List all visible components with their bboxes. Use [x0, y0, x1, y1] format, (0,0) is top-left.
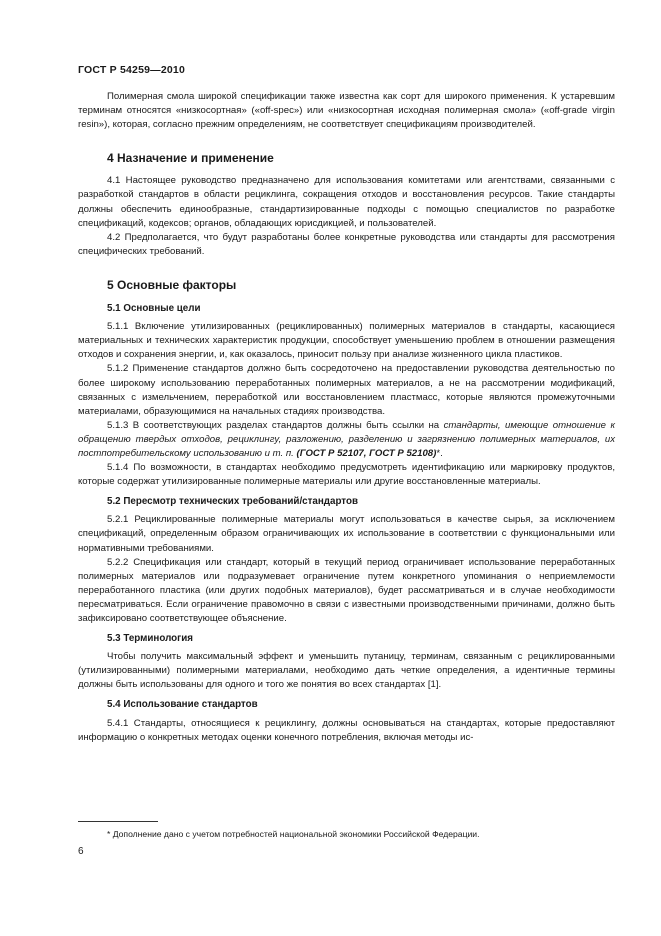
paragraph-5-1-3-mark: *. — [436, 447, 443, 459]
paragraph-5-4-1: 5.4.1 Стандарты, относящиеся к рециклингу, должны основываться на стандартах, которые предоставляют информацию о конкретных методах оценки конечного потребления, включая методы ис- — [78, 717, 615, 743]
subsection-5-1-heading: 5.1 Основные цели — [107, 303, 201, 315]
paragraph-5-1-3-italic: стандарты, имеющие отношение к обращению твердых отходов, рециклингу, разложению, разделению и загрязнению полимерных материалов, их постпотребительскому использованию и т. п. — [78, 419, 615, 459]
paragraph-5-1-2: 5.1.2 Применение стандартов должно быть сосредоточено на предоставлении руководства деятельностью по более широкому использованию переработанных полимерных материалов, а не на рассмотрении модификаций, связанных с измельчением, переработкой или восстановлением пластмасс, которые являются промежуточными материалами, образующимися на начальных стадиях производства. — [78, 363, 615, 417]
paragraph-5-1-3-lead: 5.1.3 В соответствующих разделах стандартов должны быть ссылки на — [107, 419, 444, 431]
section-4-heading: 4 Назначение и применение — [107, 151, 274, 166]
footnote-separator — [78, 821, 158, 822]
paragraph-5-2-2: 5.2.2 Спецификация или стандарт, который в текущий период ограничивает использование переработанных полимерных материалов или подразумевает ограничение путем конкретного упоминания о неприемлемости переработанного пластика (или других подобных материалов), будет рассматриваться и в случае необходимости пересматриваться. Если ограничение правомочно в связи с известными производственными причинами, должно быть зафиксировано соответствующее объяснение. — [78, 556, 615, 624]
paragraph-5-1-3 — [78, 419, 615, 461]
paragraph-4-1: 4.1 Настоящее руководство предназначено для использования комитетами или агентствами, связанными с разработкой стандартов в области рециклинга, сокращения отходов и восстановления ресурсов. Такие стандарты должны обеспечить единообразные, стандартизированные подходы с помощью специалистов по разработке спецификаций, кодексов; органов, обладающих юрисдикцией, и пользователей. — [78, 175, 615, 229]
document-header: ГОСТ Р 54259—2010 — [78, 64, 186, 76]
subsection-5-2-heading: 5.2 Пересмотр технических требований/стандартов — [107, 496, 358, 508]
footnote: * Дополнение дано с учетом потребностей национальной экономики Российской Федерации. — [107, 829, 480, 839]
paragraph-5-3: Чтобы получить максимальный эффект и уменьшить путаницу, терминам, связанным с рециклированными (утилизированными) полимерными материалами, необходимо дать четкие определения, а идентичные термины должны быть использованы для одного и того же понятия во всех стандартах [1]. — [78, 651, 615, 691]
paragraph-5-1-1: 5.1.1 Включение утилизированных (рециклированных) полимерных материалов в стандарты, касающиеся материальных и технических характеристик продукции, способствует уменьшению проблем в отношении размещения отходов и сохранения энергии, и, как оказалось, приносит пользу при анализе жизненного цикла пластиков. — [78, 321, 615, 361]
page-body — [78, 90, 615, 745]
page-number: 6 — [78, 846, 84, 857]
paragraph-4-2: 4.2 Предполагается, что будут разработаны более конкретные руководства или стандарты для рассмотрения специфических требований. — [78, 231, 615, 257]
paragraph-5-1-4: 5.1.4 По возможности, в стандартах необходимо предусмотреть идентификацию или маркировку продуктов, которые содержат утилизированные полимерные материалы или другие восстановленные материалы. — [78, 462, 615, 488]
intro-paragraph: Полимерная смола широкой спецификации также известна как сорт для широкого применения. К устаревшим терминам относятся «низкосортная» («off-spec») или «низкосортная исходная полимерная смола» («off-grade virgin resin»), которая, согласно прежним определениям, не соответствует спецификациям производителей. — [78, 91, 615, 131]
subsection-5-3-heading: 5.3 Терминология — [107, 633, 193, 645]
subsection-5-4-heading: 5.4 Использование стандартов — [107, 699, 258, 711]
paragraph-5-2-1: 5.2.1 Рециклированные полимерные материалы могут использоваться в качестве сырья, за исключением спецификаций, определенным образом ограничивающих их использование в соответствии с функциональными или нормативными требованиями. — [78, 514, 615, 554]
paragraph-5-1-3-refs: (ГОСТ Р 52107, ГОСТ Р 52108) — [293, 447, 437, 459]
section-5-heading: 5 Основные факторы — [107, 277, 237, 292]
